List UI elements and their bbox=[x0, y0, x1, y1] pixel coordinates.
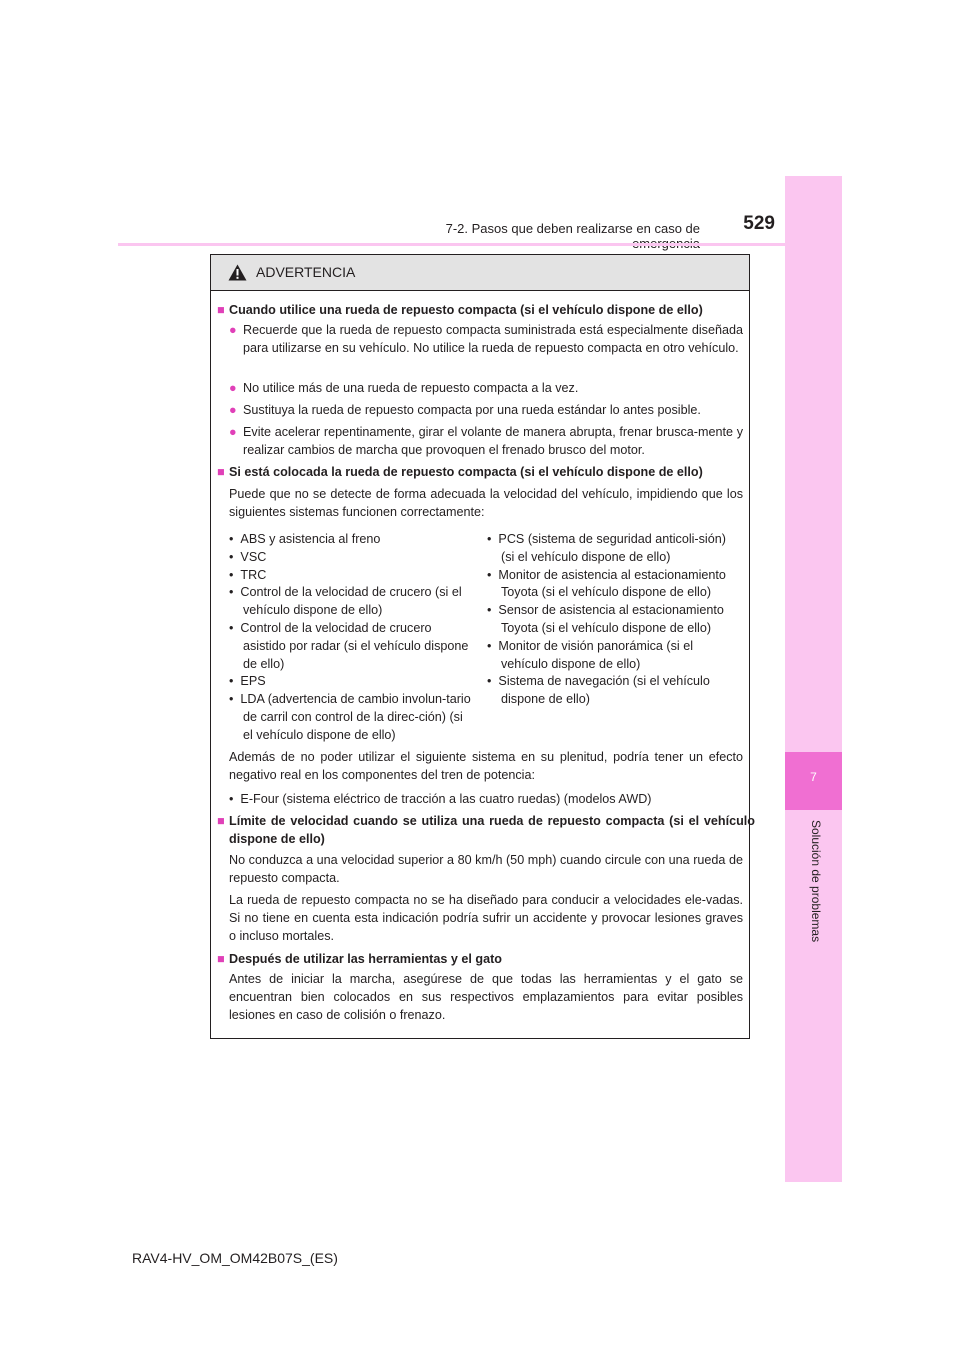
system-list-right bbox=[487, 531, 739, 709]
list-item: • Control de la velocidad de crucero asistido por radar (si el vehículo dispone de ello) bbox=[229, 620, 469, 671]
list-item: ● Recuerde que la rueda de repuesto compacta suministrada está especialmente diseñada para utilizarse en su vehículo. No utilice la rueda de repuesto compacta en otro vehículo. bbox=[229, 323, 743, 355]
list-item: • PCS (sistema de seguridad anticoli-sión) (si el vehículo dispone de ello) bbox=[487, 532, 726, 564]
list-item: • ABS y asistencia al freno bbox=[229, 532, 381, 546]
square-bullet-icon: ■ bbox=[217, 952, 225, 966]
system-list-left bbox=[229, 531, 474, 745]
list-item: • Monitor de visión panorámica (si el vehículo dispone de ello) bbox=[487, 638, 694, 671]
list-item: • EPS bbox=[229, 674, 266, 689]
header-rule bbox=[118, 243, 842, 246]
page-number: 529 bbox=[743, 213, 775, 234]
warning-title: ADVERTENCIA bbox=[256, 264, 356, 280]
warning-box bbox=[210, 254, 755, 1039]
paragraph: La rueda de repuesto compacta no se ha diseñado para conducir a velocidades ele-vadas. Si no tiene en cuenta esta indicación podría sufrir un accidente y provocar lesiones graves o incluso mortales. bbox=[229, 893, 743, 943]
document-code: RAV4-HV_OM_OM42B07S_(ES) bbox=[132, 1250, 338, 1266]
circle-bullet-icon: ● bbox=[229, 403, 237, 417]
warning-header bbox=[211, 255, 749, 291]
paragraph: Puede que no se detecte de forma adecuada la velocidad del vehículo, impidiendo que los siguientes sistemas funcionen correctamente: bbox=[229, 487, 743, 519]
warning-triangle-icon bbox=[228, 264, 247, 281]
section-heading: ■ Si está colocada la rueda de repuesto compacta (si el vehículo dispone de ello) bbox=[217, 465, 703, 479]
square-bullet-icon: ■ bbox=[217, 303, 225, 317]
list-item: • Monitor de asistencia al estacionamiento Toyota (si el vehículo dispone de ello) bbox=[487, 567, 726, 600]
list-item: • Sensor de asistencia al estacionamiento Toyota (si el vehículo dispone de ello) bbox=[487, 603, 724, 635]
list-item: • Control de la velocidad de crucero (si el vehículo dispone de ello) bbox=[229, 585, 462, 618]
paragraph: Antes de iniciar la marcha, asegúrese de que todas las herramientas y el gato se encuentran bien colocados en sus respectivos emplazamientos para evitar posibles lesiones en caso de colisión o frenazo. bbox=[229, 972, 743, 1022]
square-bullet-icon: ■ bbox=[217, 465, 225, 479]
paragraph: No conduzca a una velocidad superior a 80 km/h (50 mph) cuando circule con una rueda de repuesto compacta. bbox=[229, 853, 743, 885]
paragraph: Además de no poder utilizar el siguiente sistema en su plenitud, podría tener un efecto negativo real en los componentes del tren de potencia: bbox=[229, 750, 743, 782]
chapter-number: 7 bbox=[810, 770, 817, 784]
chapter-title: Solución de problemas bbox=[809, 820, 823, 943]
circle-bullet-icon: ● bbox=[229, 381, 237, 395]
section-heading: ■ Después de utilizar las herramientas y el gato bbox=[217, 952, 502, 966]
section-heading: ■ Límite de velocidad cuando se utiliza una rueda de repuesto compacta (si el vehículo dispone de ello) bbox=[217, 814, 755, 846]
circle-bullet-icon: ● bbox=[229, 425, 237, 439]
list-item: ● Sustituya la rueda de repuesto compacta por una rueda estándar lo antes posible. bbox=[229, 403, 701, 417]
list-item: • E-Four (sistema eléctrico de tracción a las cuatro ruedas) (modelos AWD) bbox=[229, 792, 652, 806]
section-title: 7-2. Pasos que deben realizarse en caso de bbox=[445, 221, 700, 236]
circle-bullet-icon: ● bbox=[229, 323, 237, 337]
list-item: • TRC bbox=[229, 567, 267, 582]
side-strip bbox=[785, 176, 842, 1182]
list-item: • VSC bbox=[229, 549, 267, 564]
list-item: • Sistema de navegación (si el vehículo dispone de ello) bbox=[487, 674, 710, 707]
list-item: • LDA (advertencia de cambio involun-tario de carril con control de la direc-ción) (si el vehículo dispone de ello) bbox=[229, 692, 471, 742]
list-item: ● No utilice más de una rueda de repuesto compacta a la vez. bbox=[229, 381, 579, 395]
section-heading: ■ Cuando utilice una rueda de repuesto compacta (si el vehículo dispone de ello) bbox=[217, 303, 703, 317]
list-item: ● Evite acelerar repentinamente, girar el volante de manera abrupta, frenar brusca-mente y realizar cambios de marcha que provoquen el frenado brusco del motor. bbox=[229, 425, 743, 457]
square-bullet-icon: ■ bbox=[217, 814, 225, 828]
